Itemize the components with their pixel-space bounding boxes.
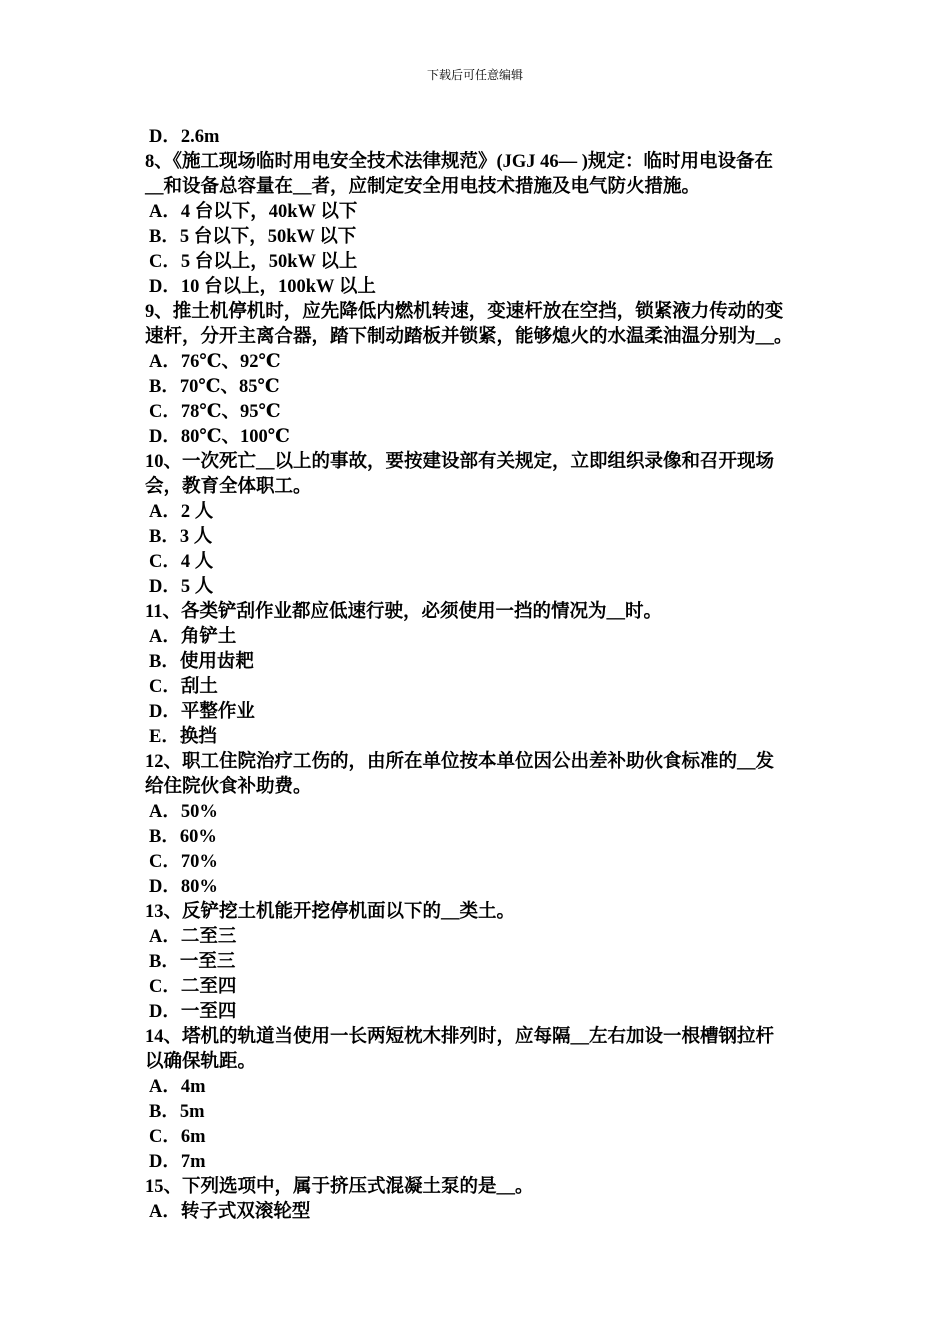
question-line: __和设备总容量在__者，应制定安全用电技术措施及电气防火措施。 [145,177,701,197]
option-line: D．80% [149,877,218,897]
question-line: 速杆，分开主离合器，踏下制动踏板并锁紧，能够熄火的水温柔油温分别为__。 [145,327,793,347]
question-line: 10、一次死亡__以上的事故，要按建设部有关规定，立即组织录像和召开现场 [145,452,775,472]
option-line: C．5 台以上，50kW 以上 [149,252,358,272]
option-line: A．转子式双滚轮型 [149,1202,311,1222]
option-line: C．二至四 [149,977,237,997]
option-line: D．80℃、100℃ [149,427,290,447]
question-line: 15、下列选项中，属于挤压式混凝土泵的是__。 [145,1177,534,1197]
option-line: D．2.6m [149,127,220,147]
option-line: D．7m [149,1152,206,1172]
page-header: 下载后可任意编辑 [426,68,523,82]
question-line: 12、职工住院治疗工伤的，由所在单位按本单位因公出差补助伙食标准的__发 [145,752,775,772]
option-line: D．平整作业 [149,702,255,722]
option-line: B．70℃、85℃ [149,377,280,397]
option-line: B．5m [149,1102,205,1122]
option-line: A．50% [149,802,218,822]
option-line: D．10 台以上，100kW 以上 [149,277,376,297]
option-line: B．3 人 [149,527,213,547]
option-line: C．78℃、95℃ [149,402,281,422]
question-line: 给住院伙食补助费。 [145,777,312,797]
option-line: B．使用齿耙 [149,652,254,672]
question-line: 以确保轨距。 [145,1052,257,1072]
question-line: 会，教育全体职工。 [145,477,312,497]
option-line: C．刮土 [149,677,218,697]
option-line: A．4 台以下，40kW 以下 [149,202,358,222]
option-line: D．5 人 [149,577,214,597]
option-line: A．二至三 [149,927,237,947]
option-line: E．换挡 [149,727,217,747]
option-line: A．4m [149,1077,206,1097]
option-line: B．一至三 [149,952,236,972]
option-line: B．5 台以下，50kW 以下 [149,227,357,247]
question-line: 14、塔机的轨道当使用一长两短枕木排列时，应每隔__左右加设一根槽钢拉杆 [145,1027,775,1047]
option-line: D．一至四 [149,1002,237,1022]
question-line: 8、《施工现场临时用电安全技术法律规范》(JGJ 46— )规定：临时用电设备在 [145,152,773,172]
option-line: A．2 人 [149,502,214,522]
option-line: C．4 人 [149,552,214,572]
option-line: B．60% [149,827,217,847]
question-line: 11、各类铲刮作业都应低速行驶，必须使用一挡的情况为__时。 [145,602,662,622]
option-line: A．角铲土 [149,627,237,647]
option-line: C．6m [149,1127,206,1147]
question-line: 9、推土机停机时，应先降低内燃机转速，变速杆放在空挡，锁紧液力传动的变 [145,302,784,322]
option-line: C．70% [149,852,218,872]
option-line: A．76℃、92℃ [149,352,281,372]
question-line: 13、反铲挖土机能开挖停机面以下的__类土。 [145,902,516,922]
document-body [145,125,810,1225]
